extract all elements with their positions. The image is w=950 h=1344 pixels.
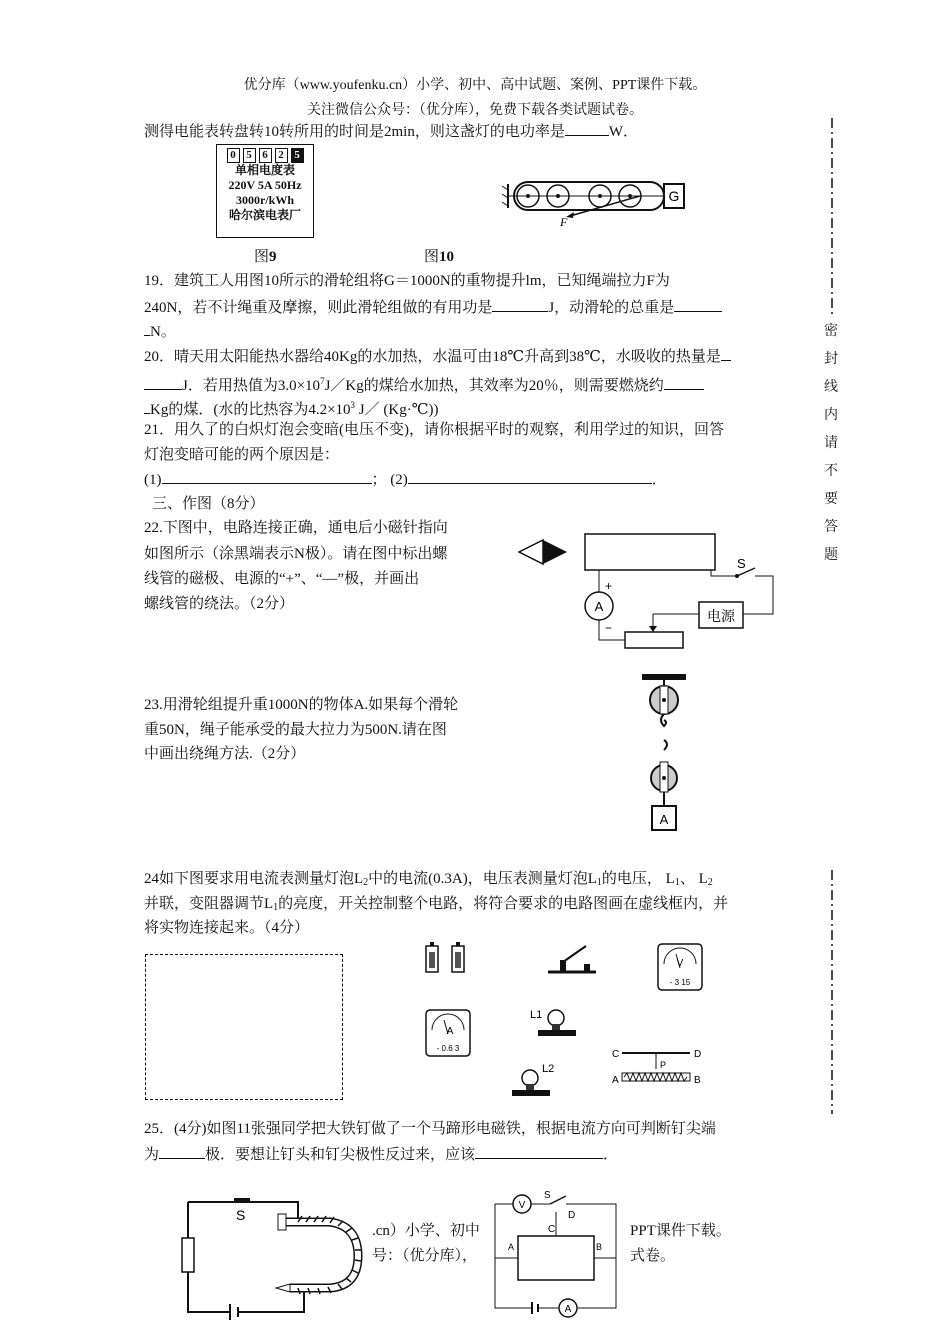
q24-text-b: 中的电流(0.3A)，电压表测量灯泡L bbox=[368, 871, 597, 887]
meter-line-3: 3000r/kWh bbox=[235, 193, 294, 207]
plus-label: + bbox=[605, 579, 613, 593]
rheostat-box bbox=[625, 632, 683, 648]
fig10-caption bbox=[424, 246, 454, 268]
footer-v-label: V bbox=[518, 1200, 526, 1211]
weight-a-label: A bbox=[659, 812, 669, 827]
lamp-l2-icon bbox=[512, 1063, 554, 1096]
q20-blank-1b[interactable] bbox=[144, 374, 182, 390]
q23-line-3: 中画出绕绳方法.（2分） bbox=[144, 746, 306, 762]
pulley-belt-figure bbox=[500, 170, 690, 230]
force-f-label: F bbox=[560, 215, 568, 229]
q19-blank-1[interactable] bbox=[492, 296, 548, 312]
q23-line-2: 重50N，绳子能承受的最大拉力为500N.请在图 bbox=[144, 722, 447, 738]
footer-circuit-figure bbox=[492, 1188, 622, 1318]
q20-text-e: J／ (Kg·℃)) bbox=[355, 402, 439, 418]
q20-text-a: 20．晴天用太阳能热水器给40Kg的水加热，水温可由18℃升高到38℃，水吸收的热量是 bbox=[144, 349, 721, 365]
q25-blank-1[interactable] bbox=[159, 1143, 205, 1159]
q21-sep: ； bbox=[371, 472, 387, 488]
ammeter-scale: - 0.6 3 bbox=[436, 1044, 460, 1053]
ammeter-device-icon bbox=[426, 1010, 470, 1056]
q25-text-a: 为 bbox=[144, 1147, 160, 1163]
binding-line bbox=[826, 118, 838, 1118]
q19-text-a: 240N，若不计绳重及摩擦，则此滑轮组做的有用功是 bbox=[144, 300, 493, 316]
footer-a-label: A bbox=[508, 1242, 515, 1252]
fig9-prefix: 图 bbox=[254, 249, 270, 265]
q20-exp-3: 3 bbox=[350, 400, 356, 410]
weight-g-label: G bbox=[668, 188, 680, 204]
electric-meter bbox=[216, 144, 314, 238]
q18-blank[interactable] bbox=[565, 120, 609, 136]
knife-switch-icon bbox=[548, 946, 596, 972]
q19-blank-2[interactable] bbox=[674, 296, 722, 312]
header-line-1: 优分库（www.youfenku.cn）小学、初中、高中试题、案例、PPT课件下载。 bbox=[243, 78, 707, 93]
q19-text-b: J，动滑轮的总重是 bbox=[548, 300, 675, 316]
header-line-2: 关注微信公众号：（优分库），免费下载各类试题试卷。 bbox=[307, 103, 643, 118]
q19-line-1: 19．建筑工人用图10所示的滑轮组将G＝1000N的重物提升lm，已知绳端拉力F为 bbox=[144, 273, 670, 289]
q18-tail bbox=[144, 120, 638, 143]
fig10-num: 10 bbox=[439, 249, 455, 265]
ammeter-a-label: A bbox=[594, 599, 604, 614]
footer-fragment-4: 式卷。 bbox=[630, 1248, 676, 1264]
q24-text-a: 24如下图要求用电流表测量灯泡L bbox=[144, 871, 364, 887]
rheostat-icon bbox=[612, 1049, 701, 1086]
q21-blank-2[interactable] bbox=[408, 468, 652, 484]
q21-end: ． bbox=[651, 472, 667, 488]
side-char: 要 bbox=[824, 492, 838, 507]
side-char: 不 bbox=[824, 464, 838, 479]
q24-sub-4: 2 bbox=[707, 877, 713, 888]
q24-line-1 bbox=[144, 868, 713, 894]
meter-line-2: 220V 5A 50Hz bbox=[228, 178, 302, 192]
switch-s-label-25: S bbox=[236, 1207, 246, 1223]
q22-line-1: 22.下图中，电路连接正确，通电后小磁针指向 bbox=[144, 520, 448, 536]
q21-line-2: 灯泡变暗可能的两个原因是： bbox=[144, 447, 340, 463]
side-char: 请 bbox=[824, 436, 838, 451]
q21-line-1: 21．用久了的白炽灯泡会变暗(电压不变)，请你根据平时的观察，利用学过的知识，回答 bbox=[144, 422, 724, 438]
q20-line-3 bbox=[144, 394, 438, 421]
q20-line-2 bbox=[144, 370, 704, 397]
fig9-caption bbox=[254, 246, 277, 268]
q24-sub-5: 1 bbox=[273, 902, 279, 913]
q21-p2: (2) bbox=[390, 472, 408, 488]
ammeter-device-a-label: A bbox=[446, 1026, 454, 1037]
voltmeter-scale: - 3 15 bbox=[669, 978, 691, 987]
circuit-drawing-box[interactable] bbox=[145, 954, 343, 1100]
footer-s-label: S bbox=[544, 1190, 551, 1201]
fig10-prefix: 图 bbox=[424, 249, 440, 265]
meter-digits bbox=[217, 148, 313, 163]
q25-blank-2[interactable] bbox=[475, 1143, 603, 1159]
meter-digit: 6 bbox=[259, 148, 272, 163]
q24-sub-2: 1 bbox=[596, 877, 602, 888]
meter-line-4: 哈尔滨电表厂 bbox=[228, 208, 301, 222]
q24-sub-1: 2 bbox=[363, 877, 369, 888]
solenoid-circuit-figure bbox=[515, 530, 780, 655]
q20-blank-2[interactable] bbox=[664, 374, 704, 390]
q20-text-b: J．若用热值为3.0×10 bbox=[182, 378, 321, 394]
q24-text-d: 、 L bbox=[679, 871, 708, 887]
q22-line-2: 如图所示（涂黑端表示N极）。请在图中标出螺 bbox=[144, 546, 448, 562]
fig9-num: 9 bbox=[269, 249, 277, 265]
footer-b-label: B bbox=[596, 1242, 603, 1252]
minus-label: − bbox=[605, 621, 613, 635]
q20-text-c: J／Kg的煤给水加热，其效率为20％，则需要燃烧约 bbox=[324, 378, 664, 394]
footer-am-label: A bbox=[564, 1304, 572, 1315]
q19-line-2 bbox=[144, 296, 722, 319]
meter-digit: 2 bbox=[275, 148, 288, 163]
compass-needle-icon bbox=[519, 540, 567, 564]
rheostat-a-label: A bbox=[612, 1075, 619, 1086]
q20-line-1 bbox=[144, 345, 731, 368]
lamp-l2-label: L2 bbox=[542, 1063, 555, 1075]
rheostat-p-label: P bbox=[660, 1060, 667, 1070]
pulley-set-figure bbox=[636, 672, 696, 834]
rheostat-b-label: B bbox=[694, 1075, 701, 1086]
footer-fragment-3: PPT课件下载。 bbox=[630, 1223, 731, 1239]
q24-components bbox=[420, 938, 820, 1108]
footer-c-label: C bbox=[548, 1224, 556, 1235]
side-char: 密 bbox=[824, 324, 838, 339]
q20-exp-7: 7 bbox=[320, 376, 325, 386]
switch-s-label: S bbox=[737, 556, 746, 571]
q24-text-f: 的亮度，开关控制整个电路，将符合要求的电路图画在虚线框内，并 bbox=[278, 896, 729, 912]
meter-line-1: 单相电度表 bbox=[234, 163, 295, 177]
meter-digit: 5 bbox=[291, 148, 304, 163]
q21-line-3 bbox=[144, 468, 667, 491]
q21-p1: (1) bbox=[144, 472, 162, 488]
q23-line-1: 23.用滑轮组提升重1000N的物体A.如果每个滑轮 bbox=[144, 697, 459, 713]
q25-line-2 bbox=[144, 1143, 618, 1166]
q25-line-1: 25．(4分)如图11张强同学把大铁钉做了一个马蹄形电磁铁，根据电流方向可判断钉尖端 bbox=[144, 1121, 716, 1137]
q19-text-c: N。 bbox=[150, 324, 176, 340]
footer-d-label: D bbox=[568, 1210, 576, 1221]
lamp-l1-label: L1 bbox=[530, 1009, 543, 1021]
solenoid-tube bbox=[585, 534, 715, 570]
meter-digit: 5 bbox=[243, 148, 256, 163]
side-char: 答 bbox=[824, 520, 838, 535]
side-char: 内 bbox=[824, 408, 838, 423]
resistor-icon bbox=[182, 1238, 194, 1272]
power-source-label: 电源 bbox=[707, 610, 735, 625]
battery-icon bbox=[426, 942, 464, 972]
footer-fragment-2: 号：（优分库）， bbox=[372, 1248, 478, 1264]
lamp-l1-icon bbox=[530, 1009, 576, 1036]
q20-blank-1[interactable] bbox=[721, 345, 731, 361]
q20-text-d: Kg的煤．(水的比热容为4.2×10 bbox=[150, 402, 351, 418]
q21-blank-1[interactable] bbox=[162, 468, 372, 484]
q19-line-3 bbox=[144, 320, 176, 343]
q22-line-3: 线管的磁极、电源的“+”、“—”极，并画出 bbox=[144, 571, 420, 587]
rheostat-d-label: D bbox=[694, 1049, 702, 1060]
rheostat-c-label: C bbox=[612, 1049, 620, 1060]
voltmeter-v-label: V bbox=[676, 958, 684, 969]
footer-fragment-1: .cn）小学、初中 bbox=[372, 1223, 480, 1239]
q25-text-b: 极．要想让钉头和钉尖极性反过来，应该 bbox=[205, 1147, 476, 1163]
electromagnet-figure bbox=[180, 1192, 370, 1322]
q22-line-4: 螺线管的绕法。（2分） bbox=[144, 596, 295, 612]
q18-unit: W． bbox=[608, 124, 639, 140]
q24-text-e: 并联，变阻器调节L bbox=[144, 896, 274, 912]
q24-text-c: 的电压， L bbox=[601, 871, 675, 887]
side-char: 线 bbox=[824, 380, 838, 395]
section-3-title: 三、作图（8分） bbox=[152, 496, 265, 512]
side-seal-text bbox=[822, 318, 840, 570]
side-char: 题 bbox=[824, 548, 838, 563]
meter-digit: 0 bbox=[227, 148, 240, 163]
q25-text-c: ． bbox=[603, 1147, 619, 1163]
q18-text: 测得电能表转盘转10转所用的时间是2min，则这盏灯的电功率是 bbox=[144, 124, 565, 140]
q24-sub-3: 1 bbox=[674, 877, 680, 888]
q24-line-2 bbox=[144, 893, 728, 919]
voltmeter-icon bbox=[658, 944, 702, 990]
q24-line-3: 将实物连接起来。（4分） bbox=[144, 920, 310, 936]
side-char: 封 bbox=[824, 352, 838, 367]
